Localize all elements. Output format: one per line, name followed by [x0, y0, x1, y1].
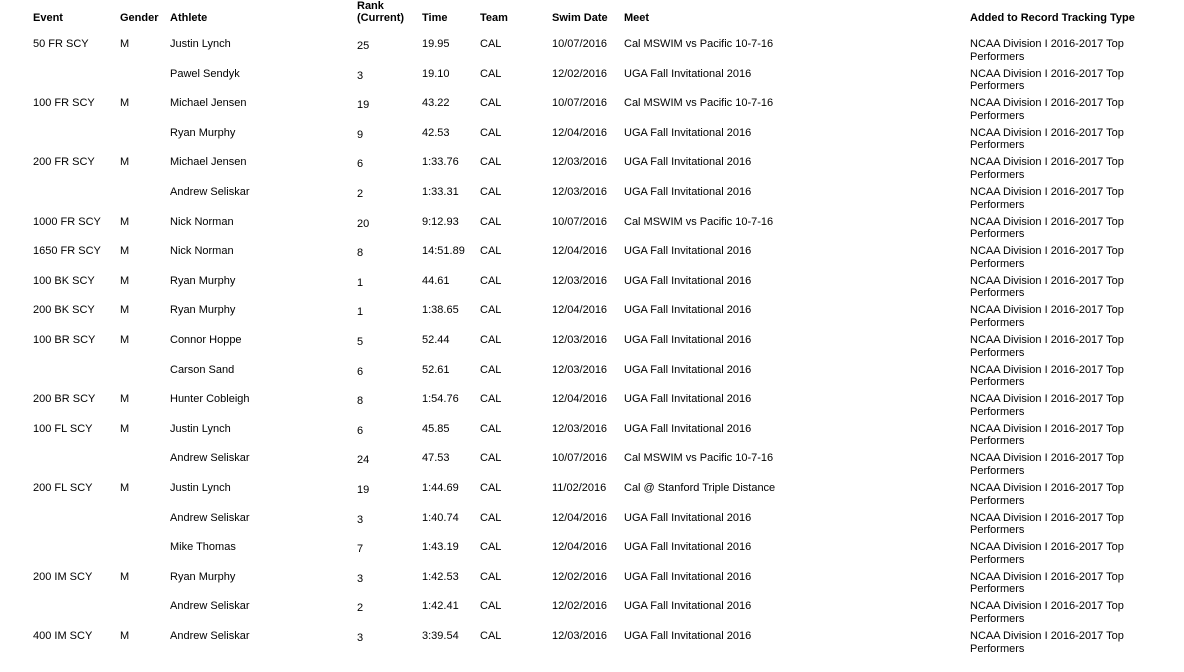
row-time: 52.44	[422, 334, 450, 346]
row-swim-date: 12/04/2016	[552, 245, 608, 258]
table-row	[0, 507, 1184, 537]
header-event: Event	[33, 12, 63, 24]
table-row	[0, 625, 1184, 655]
row-athlete: Hunter Cobleigh	[170, 393, 250, 406]
table-row	[0, 151, 1184, 181]
row-swim-date: 12/04/2016	[552, 511, 608, 524]
row-gender: M	[120, 570, 130, 583]
row-athlete: Nick Norman	[170, 245, 234, 258]
row-team: CAL	[480, 570, 502, 583]
row-time: 1:33.31	[422, 186, 459, 198]
row-swim-date: 10/07/2016	[552, 38, 608, 50]
row-rank: 6	[357, 424, 364, 437]
row-swim-date: 10/07/2016	[552, 452, 608, 465]
row-swim-date: 12/04/2016	[552, 393, 608, 406]
table-row	[0, 595, 1184, 625]
row-time: 1:33.76	[422, 156, 459, 169]
row-record-type: NCAA Division I 2016-2017 Top Performers	[970, 482, 1124, 507]
row-event: 50 FR SCY	[33, 38, 89, 50]
table-row	[0, 211, 1184, 241]
row-swim-date: 12/03/2016	[552, 274, 608, 287]
row-time: 47.53	[422, 452, 450, 465]
row-record-type: NCAA Division I 2016-2017 Top Performers	[970, 97, 1124, 122]
row-event: 100 BR SCY	[33, 334, 96, 346]
row-meet: Cal MSWIM vs Pacific 10-7-16	[624, 452, 774, 465]
row-meet: UGA Fall Invitational 2016	[624, 274, 752, 287]
row-team: CAL	[480, 38, 502, 50]
row-swim-date: 12/02/2016	[552, 67, 608, 80]
row-team: CAL	[480, 126, 502, 139]
row-record-type: NCAA Division I 2016-2017 Top Performers	[970, 67, 1124, 93]
row-rank: 8	[357, 395, 364, 408]
row-rank: 24	[357, 454, 370, 467]
row-athlete: Ryan Murphy	[170, 126, 236, 139]
row-record-type: NCAA Division I 2016-2017 Top Performers	[970, 452, 1124, 477]
row-team: CAL	[480, 304, 502, 317]
row-time: 45.85	[422, 422, 450, 435]
table-row	[0, 418, 1184, 448]
row-athlete: Carson Sand	[170, 363, 235, 376]
row-meet: UGA Fall Invitational 2016	[624, 570, 752, 583]
row-gender: M	[120, 422, 130, 435]
row-swim-date: 12/03/2016	[552, 363, 608, 376]
table-row	[0, 92, 1184, 122]
row-meet: UGA Fall Invitational 2016	[624, 393, 752, 406]
header-athlete: Athlete	[170, 12, 208, 24]
row-athlete: Justin Lynch	[170, 422, 231, 435]
row-rank: 19	[357, 484, 370, 496]
row-gender: M	[120, 482, 130, 494]
row-athlete: Ryan Murphy	[170, 274, 236, 287]
table-row	[0, 299, 1184, 329]
row-rank: 19	[357, 99, 370, 112]
row-time: 3:39.54	[422, 630, 459, 642]
row-time: 42.53	[422, 126, 450, 139]
table-row	[0, 63, 1184, 93]
row-rank: 2	[357, 188, 364, 200]
table-row	[0, 329, 1184, 359]
row-swim-date: 12/03/2016	[552, 186, 608, 198]
table-row	[0, 270, 1184, 300]
table-row	[0, 477, 1184, 507]
row-meet: UGA Fall Invitational 2016	[624, 541, 752, 554]
row-rank: 6	[357, 158, 364, 171]
row-swim-date: 12/03/2016	[552, 422, 608, 435]
header-record-type: Added to Record Tracking Type	[970, 12, 1135, 24]
row-time: 1:54.76	[422, 393, 459, 406]
row-swim-date: 12/03/2016	[552, 630, 608, 642]
table-row	[0, 240, 1184, 270]
row-meet: Cal MSWIM vs Pacific 10-7-16	[624, 97, 774, 110]
row-gender: M	[120, 393, 130, 406]
row-swim-date: 12/04/2016	[552, 126, 608, 139]
row-time: 1:38.65	[422, 304, 459, 317]
row-athlete: Justin Lynch	[170, 38, 231, 50]
row-rank: 20	[357, 217, 370, 230]
row-meet: Cal MSWIM vs Pacific 10-7-16	[624, 38, 774, 50]
row-record-type: NCAA Division I 2016-2017 Top Performers	[970, 511, 1124, 537]
row-team: CAL	[480, 186, 502, 198]
row-record-type: NCAA Division I 2016-2017 Top Performers	[970, 245, 1124, 270]
row-rank: 1	[357, 276, 364, 289]
table-header	[0, 0, 1184, 28]
row-gender: M	[120, 38, 130, 50]
row-time: 43.22	[422, 97, 450, 110]
row-gender: M	[120, 630, 130, 642]
row-athlete: Justin Lynch	[170, 482, 231, 494]
row-rank: 3	[357, 513, 364, 526]
row-time: 14:51.89	[422, 245, 465, 258]
row-athlete: Michael Jensen	[170, 156, 247, 169]
row-athlete: Connor Hoppe	[170, 334, 242, 346]
row-event: 200 BK SCY	[33, 304, 95, 317]
row-gender: M	[120, 245, 130, 258]
row-team: CAL	[480, 67, 502, 80]
row-swim-date: 12/04/2016	[552, 304, 608, 317]
header-meet: Meet	[624, 12, 650, 24]
row-team: CAL	[480, 541, 502, 554]
row-record-type: NCAA Division I 2016-2017 Top Performers	[970, 126, 1124, 152]
row-rank: 3	[357, 632, 364, 644]
table-row	[0, 122, 1184, 152]
row-team: CAL	[480, 452, 502, 465]
row-record-type: NCAA Division I 2016-2017 Top Performers	[970, 363, 1124, 389]
row-meet: UGA Fall Invitational 2016	[624, 511, 752, 524]
row-time: 19.95	[422, 38, 450, 50]
row-meet: UGA Fall Invitational 2016	[624, 422, 752, 435]
row-swim-date: 10/07/2016	[552, 97, 608, 110]
row-event: 200 BR SCY	[33, 393, 96, 406]
row-team: CAL	[480, 393, 502, 406]
row-time: 9:12.93	[422, 215, 459, 228]
row-team: CAL	[480, 630, 502, 642]
row-team: CAL	[480, 600, 502, 613]
row-record-type: NCAA Division I 2016-2017 Top Performers	[970, 393, 1124, 418]
row-record-type: NCAA Division I 2016-2017 Top Performers	[970, 274, 1124, 300]
row-event: 100 FR SCY	[33, 97, 95, 110]
row-time: 1:44.69	[422, 482, 459, 494]
row-team: CAL	[480, 274, 502, 287]
row-team: CAL	[480, 215, 502, 228]
row-event: 100 BK SCY	[33, 274, 95, 287]
row-record-type: NCAA Division I 2016-2017 Top Performers	[970, 422, 1124, 448]
row-time: 1:42.53	[422, 570, 459, 583]
row-meet: UGA Fall Invitational 2016	[624, 67, 752, 80]
row-gender: M	[120, 97, 130, 110]
row-event: 1650 FR SCY	[33, 245, 101, 258]
row-swim-date: 11/02/2016	[552, 482, 607, 494]
row-time: 44.61	[422, 274, 450, 287]
row-team: CAL	[480, 511, 502, 524]
row-time: 52.61	[422, 363, 450, 376]
table-row	[0, 566, 1184, 596]
row-gender: M	[120, 334, 130, 346]
row-athlete: Ryan Murphy	[170, 304, 236, 317]
table-row	[0, 181, 1184, 211]
row-meet: Cal MSWIM vs Pacific 10-7-16	[624, 215, 774, 228]
row-meet: UGA Fall Invitational 2016	[624, 156, 752, 169]
row-athlete: Mike Thomas	[170, 541, 236, 554]
row-record-type: NCAA Division I 2016-2017 Top Performers	[970, 334, 1124, 359]
row-record-type: NCAA Division I 2016-2017 Top Performers	[970, 600, 1124, 625]
row-swim-date: 12/03/2016	[552, 334, 608, 346]
row-athlete: Ryan Murphy	[170, 570, 236, 583]
row-gender: M	[120, 304, 130, 317]
row-meet: UGA Fall Invitational 2016	[624, 363, 752, 376]
row-record-type: NCAA Division I 2016-2017 Top Performers	[970, 541, 1124, 566]
table-row	[0, 536, 1184, 566]
row-team: CAL	[480, 156, 502, 169]
row-swim-date: 12/04/2016	[552, 541, 608, 554]
row-rank: 7	[357, 543, 364, 556]
row-record-type: NCAA Division I 2016-2017 Top Performers	[970, 304, 1124, 329]
row-swim-date: 12/02/2016	[552, 600, 608, 613]
row-rank: 9	[357, 128, 364, 141]
row-event: 200 FL SCY	[33, 482, 93, 494]
row-meet: UGA Fall Invitational 2016	[624, 126, 752, 139]
row-rank: 25	[357, 40, 370, 52]
header-time: Time	[422, 12, 448, 24]
row-athlete: Pawel Sendyk	[170, 67, 240, 80]
row-record-type: NCAA Division I 2016-2017 Top Performers	[970, 156, 1124, 181]
row-record-type: NCAA Division I 2016-2017 Top Performers	[970, 38, 1124, 63]
row-meet: UGA Fall Invitational 2016	[624, 304, 752, 317]
row-rank: 2	[357, 602, 364, 615]
row-gender: M	[120, 274, 130, 287]
row-event: 100 FL SCY	[33, 422, 93, 435]
table-row	[0, 388, 1184, 418]
row-rank: 3	[357, 69, 364, 82]
row-event: 1000 FR SCY	[33, 215, 101, 228]
row-team: CAL	[480, 363, 502, 376]
header-rank: Rank (Current)	[357, 0, 405, 24]
row-athlete: Andrew Seliskar	[170, 630, 250, 642]
row-athlete: Nick Norman	[170, 215, 234, 228]
row-swim-date: 12/02/2016	[552, 570, 608, 583]
row-swim-date: 12/03/2016	[552, 156, 608, 169]
row-rank: 8	[357, 247, 364, 260]
row-athlete: Andrew Seliskar	[170, 186, 250, 198]
row-team: CAL	[480, 245, 502, 258]
row-event: 200 FR SCY	[33, 156, 95, 169]
row-meet: UGA Fall Invitational 2016	[624, 186, 752, 198]
row-swim-date: 10/07/2016	[552, 215, 608, 228]
table-row	[0, 359, 1184, 389]
row-team: CAL	[480, 334, 502, 346]
row-athlete: Michael Jensen	[170, 97, 247, 110]
row-event: 200 IM SCY	[33, 570, 93, 583]
row-athlete: Andrew Seliskar	[170, 452, 250, 465]
row-record-type: NCAA Division I 2016-2017 Top Performers	[970, 630, 1124, 655]
row-meet: UGA Fall Invitational 2016	[624, 630, 752, 642]
row-rank: 5	[357, 336, 364, 348]
table-row	[0, 33, 1184, 63]
row-event: 400 IM SCY	[33, 630, 93, 642]
row-time: 1:42.41	[422, 600, 459, 613]
header-team: Team	[480, 12, 508, 24]
row-team: CAL	[480, 482, 502, 494]
row-time: 1:43.19	[422, 541, 459, 554]
row-record-type: NCAA Division I 2016-2017 Top Performers	[970, 215, 1124, 241]
row-time: 1:40.74	[422, 511, 459, 524]
row-gender: M	[120, 215, 130, 228]
row-record-type: NCAA Division I 2016-2017 Top Performers	[970, 570, 1124, 596]
row-athlete: Andrew Seliskar	[170, 600, 250, 613]
row-record-type: NCAA Division I 2016-2017 Top Performers	[970, 186, 1124, 211]
row-team: CAL	[480, 422, 502, 435]
table-row	[0, 447, 1184, 477]
row-meet: UGA Fall Invitational 2016	[624, 334, 752, 346]
row-meet: UGA Fall Invitational 2016	[624, 600, 752, 613]
row-rank: 6	[357, 365, 364, 378]
row-meet: Cal @ Stanford Triple Distance	[624, 482, 776, 494]
row-meet: UGA Fall Invitational 2016	[624, 245, 752, 258]
header-swim-date: Swim Date	[552, 12, 608, 24]
row-rank: 1	[357, 306, 364, 319]
row-athlete: Andrew Seliskar	[170, 511, 250, 524]
row-gender: M	[120, 156, 130, 169]
header-gender: Gender	[120, 12, 159, 24]
row-rank: 3	[357, 572, 364, 585]
row-time: 19.10	[422, 67, 450, 80]
row-team: CAL	[480, 97, 502, 110]
